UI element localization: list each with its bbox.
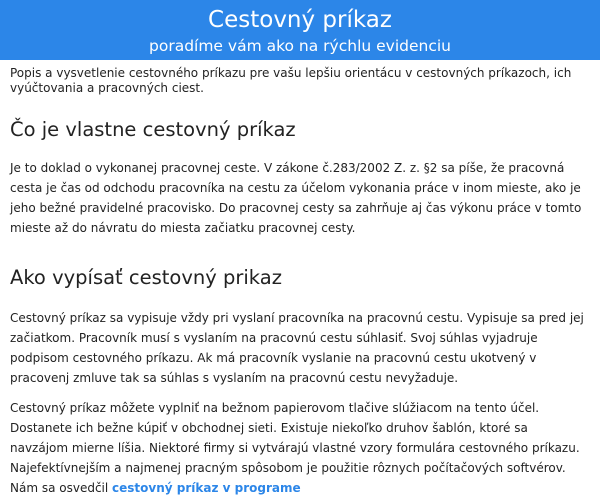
intro-paragraph: Popis a vysvetlenie cestovného príkazu pre vašu lepšiu orientácu v cestovných príkazoch, ich vyúčtovania a pracovných ciest. — [10, 66, 572, 95]
software-link[interactable]: cestovný príkaz v programe — [112, 481, 301, 495]
section-heading-what-is: Čo je vlastne cestovný príkaz — [10, 118, 296, 141]
paragraph-text: Cestovný príkaz môžete vyplniť na bežnom papierovom tlačive slúžiacom na tento účel. Dostanete ich bežne kúpiť v obchodnej sieti. Existuje niekoľko druhov šablón, ktoré sa navzájom mierne líšia. Niektoré firmy si vytvárajú vlastné vzory formulára cestovného príkazu. Najefektívnejším a najmenej pracným spôsobom je použitie rôznych počítačových softvérov. Nám sa osvedčil — [10, 401, 580, 495]
section-paragraph-how-to-fill-2 — [10, 398, 585, 498]
site-header — [0, 0, 600, 60]
section-paragraph-how-to-fill-1: Cestovný príkaz sa vypisuje vždy pri vyslaní pracovníka na pracovnú cestu. Vypisuje sa pred jej začiatkom. Pracovník musí s vyslaním na pracovnú cestu súhlasiť. Svoj súhlas vyjadruje podpisom cestovného príkazu. Ak má pracovník vyslanie na pracovnú cestu ukotvený v pracovenj zmluve tak sa súhlas s vyslaním na pracovnú cestu nevyžaduje. — [10, 311, 584, 385]
section-heading-how-to-fill: Ako vypísať cestovný prikaz — [10, 266, 282, 289]
site-title[interactable]: Cestovný príkaz — [208, 7, 392, 33]
section-paragraph-what-is: Je to doklad o vykonanej pracovnej ceste. V zákone č.283/2002 Z. z. §2 sa píše, že pracovná cesta je čas od odchodu pracovníka na cestu za účelom vykonania práce v inom mieste, ako je jeho bežné pravidelné pracovisko. Do pracovnej cesty sa zahrňuje aj čas výkonu práce v tomto mieste až do návratu do miesta začiatku pracovnej cesty. — [10, 161, 582, 235]
article-content — [10, 66, 585, 498]
site-subtitle: poradíme vám ako na rýchlu evidenciu — [149, 37, 451, 55]
